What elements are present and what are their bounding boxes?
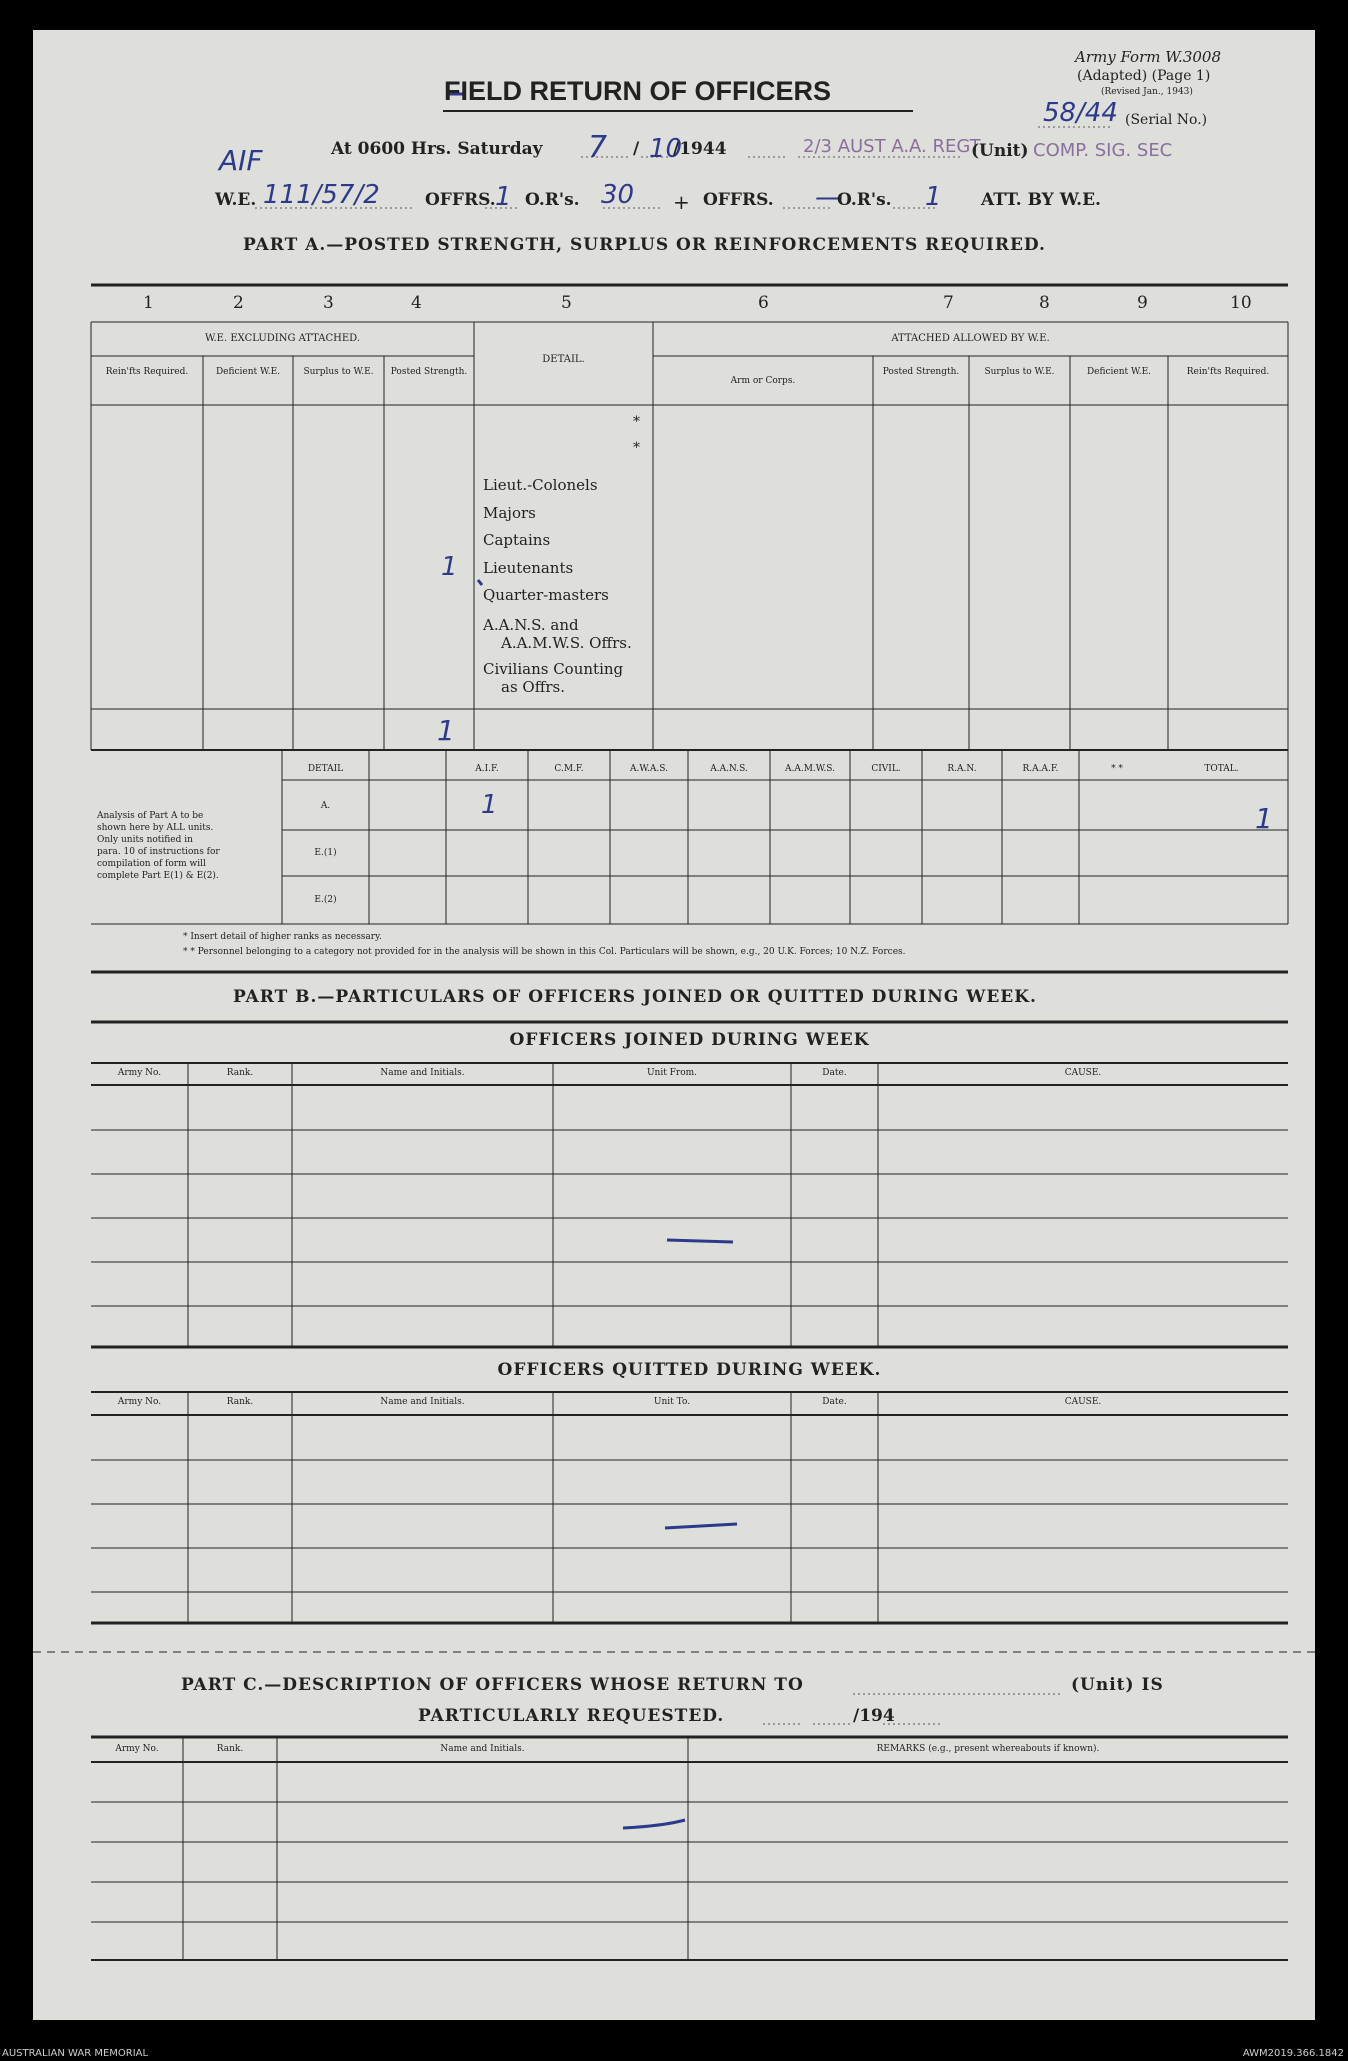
att-label: ATT. BY W.E.: [981, 190, 1101, 210]
footnote-1: * Insert detail of higher ranks as necessary.: [183, 932, 382, 942]
analysis-header-civil: CIVIL.: [871, 764, 901, 774]
footnote-2: * * Personnel belonging to a category not provided for in the analysis will be shown in this Col. Particulars will be shown, e.g., 20 U.K. Forces; 10 N.Z. Forces.: [183, 947, 906, 957]
quitted-header-unit-to: Unit To.: [653, 1397, 691, 1407]
note-line: para. 10 of instructions for: [97, 847, 220, 857]
col-number: 3: [323, 293, 334, 313]
col-number: 5: [561, 293, 572, 313]
attached-allowed-header: ATTACHED ALLOWED BY W.E.: [891, 333, 1050, 344]
total-posted-value: 1: [437, 714, 455, 747]
quitted-header-name: Name and Initials.: [380, 1397, 465, 1407]
analysis-header-aif: A.I.F.: [475, 764, 499, 774]
surplus-right: Surplus to W.E.: [984, 367, 1055, 377]
serial-label: (Serial No.): [1125, 112, 1208, 128]
analysis-header-aans: A.A.N.S.: [710, 764, 748, 774]
we-label: W.E.: [215, 190, 257, 210]
joined-header-date: Date.: [822, 1068, 847, 1078]
army-form-number: Army Form W.3008: [1075, 48, 1221, 66]
analysis-header-raaf: R.A.A.F.: [1022, 764, 1059, 774]
joined-header-rank: Rank.: [226, 1068, 254, 1078]
month-value: 10: [649, 134, 683, 164]
analysis-a-total-value: 1: [1255, 802, 1273, 835]
lieutenants-posted-value: 1: [441, 552, 458, 582]
note-line: Only units notified in: [97, 835, 193, 845]
part-c-line-1: PART C.—DESCRIPTION OF OFFICERS WHOSE RETURN TO: [181, 1675, 804, 1695]
col-number: 4: [411, 293, 422, 313]
analysis-header-total: TOTAL.: [1204, 764, 1239, 774]
arm-or-corps: Arm or Corps.: [730, 376, 796, 386]
day-value: 7: [588, 130, 608, 165]
form-paper: [33, 30, 1315, 2020]
reinfts-required-left: Rein'fts Required.: [105, 367, 189, 377]
unit-stamp: 2/3 AUST A.A. REGT: [803, 136, 981, 157]
col-number: 9: [1137, 293, 1148, 313]
joined-header-name: Name and Initials.: [380, 1068, 465, 1078]
note-line: shown here by ALL units.: [97, 823, 214, 833]
quitted-header-rank: Rank.: [226, 1397, 254, 1407]
part-a-title: PART A.—POSTED STRENGTH, SURPLUS OR REINFORCEMENTS REQUIRED.: [243, 235, 1046, 255]
joined-header-unit-from: Unit From.: [646, 1068, 698, 1078]
col-number: 7: [943, 293, 954, 313]
note-line: compilation of form will: [97, 859, 206, 869]
col-number: 1: [143, 293, 154, 313]
quitted-title: OFFICERS QUITTED DURING WEEK.: [497, 1360, 882, 1380]
unit-stamp-section: COMP. SIG. SEC: [1033, 140, 1173, 161]
surplus-left: Surplus to W.E.: [303, 367, 374, 377]
part-c-line-2: PARTICULARLY REQUESTED.: [418, 1706, 725, 1726]
col-number: 10: [1230, 293, 1252, 313]
analysis-header-other: * *: [1111, 764, 1123, 774]
analysis-note: [97, 810, 277, 882]
rank-item: Majors: [483, 503, 536, 522]
part-c-header-name: Name and Initials.: [440, 1744, 525, 1754]
analysis-header-aamws: A.A.M.W.S.: [784, 764, 836, 774]
rank-item: Lieutenants: [483, 558, 574, 577]
star-marker: *: [633, 414, 640, 430]
analysis-header-detail: DETAIL: [307, 764, 344, 774]
posted-strength-right: Posted Strength.: [882, 367, 960, 377]
col-number: 8: [1039, 293, 1050, 313]
analysis-row-e1: E.(1): [314, 848, 337, 858]
date-slash: /: [633, 139, 640, 159]
ors2-value: 1: [925, 182, 942, 212]
page-title: FIELD RETURN OF OFFICERS: [444, 76, 831, 106]
posted-strength-left: Posted Strength.: [390, 367, 468, 377]
rank-list: [483, 472, 632, 696]
rank-item: Captains: [483, 531, 551, 549]
part-c-year: /194: [853, 1706, 895, 1726]
form-revised: (Revised Jan., 1943): [1101, 87, 1193, 97]
part-c-header-army-no: Army No.: [115, 1744, 159, 1754]
quitted-header-cause: CAUSE.: [1064, 1397, 1102, 1407]
offrs-label: OFFRS.: [425, 190, 496, 210]
deficient-right: Deficient W.E.: [1086, 367, 1152, 377]
quitted-header-date: Date.: [822, 1397, 847, 1407]
aif-handwritten: AIF: [219, 144, 263, 177]
rank-item: Quarter-masters: [483, 586, 609, 604]
deficient-left: Deficient W.E.: [215, 367, 281, 377]
detail-header: DETAIL.: [542, 354, 585, 365]
part-c-header-remarks: REMARKS (e.g., present whereabouts if known).: [876, 1744, 1100, 1754]
analysis-row-a: A.: [320, 801, 331, 811]
offrs2-label: OFFRS.: [703, 190, 774, 210]
note-line: complete Part E(1) & E(2).: [97, 871, 219, 881]
star-marker: *: [633, 440, 640, 456]
rank-item: Lieut.-Colonels: [483, 476, 598, 494]
serial-number-handwritten: 58/44: [1043, 98, 1118, 128]
rank-item: A.A.M.W.S. Offrs.: [501, 633, 632, 652]
joined-header-army-no: Army No.: [117, 1068, 162, 1078]
we-excluding-header: W.E. EXCLUDING ATTACHED.: [204, 333, 361, 344]
ors-value: 30: [601, 180, 635, 210]
we-value: 111/57/2: [263, 180, 380, 210]
unit-label: (Unit): [971, 141, 1029, 161]
joined-title: OFFICERS JOINED DURING WEEK: [509, 1030, 870, 1050]
part-b-title: PART B.—PARTICULARS OF OFFICERS JOINED OR QUITTED DURING WEEK.: [233, 987, 1037, 1007]
form-adapted: (Adapted) (Page 1): [1077, 68, 1211, 84]
analysis-header-cmf: C.M.F.: [554, 764, 584, 774]
col-number: 6: [758, 293, 769, 313]
footer-archive-name: AUSTRALIAN WAR MEMORIAL: [2, 2048, 149, 2059]
ors-label: O.R's.: [525, 190, 580, 210]
rank-item: Civilians Counting: [483, 659, 624, 678]
analysis-header-ran: R.A.N.: [947, 764, 977, 774]
note-line: Analysis of Part A to be: [97, 811, 204, 821]
reinfts-required-right: Rein'fts Required.: [1186, 367, 1270, 377]
quitted-header-army-no: Army No.: [117, 1397, 162, 1407]
year-label: /1944: [673, 139, 727, 159]
time-day-label: At 0600 Hrs. Saturday: [331, 139, 543, 159]
part-c-line-1-end: (Unit) IS: [1071, 1675, 1164, 1695]
plus-sign: +: [673, 190, 690, 214]
part-c-header-rank: Rank.: [216, 1744, 244, 1754]
analysis-header-awas: A.W.A.S.: [630, 764, 668, 774]
col-number: 2: [233, 293, 244, 313]
rank-item: A.A.N.S. and: [483, 615, 579, 634]
joined-header-cause: CAUSE.: [1064, 1068, 1102, 1078]
footer-accession-number: AWM2019.366.1842: [1242, 2048, 1344, 2059]
offrs-value: 1: [495, 182, 512, 212]
ors2-label: O.R's.: [837, 190, 892, 210]
analysis-row-e2: E.(2): [314, 895, 337, 905]
column-number-row: [91, 293, 1288, 313]
rank-item: as Offrs.: [501, 677, 565, 696]
analysis-a-aif-value: 1: [481, 790, 498, 820]
offrs2-value: —: [815, 180, 843, 213]
